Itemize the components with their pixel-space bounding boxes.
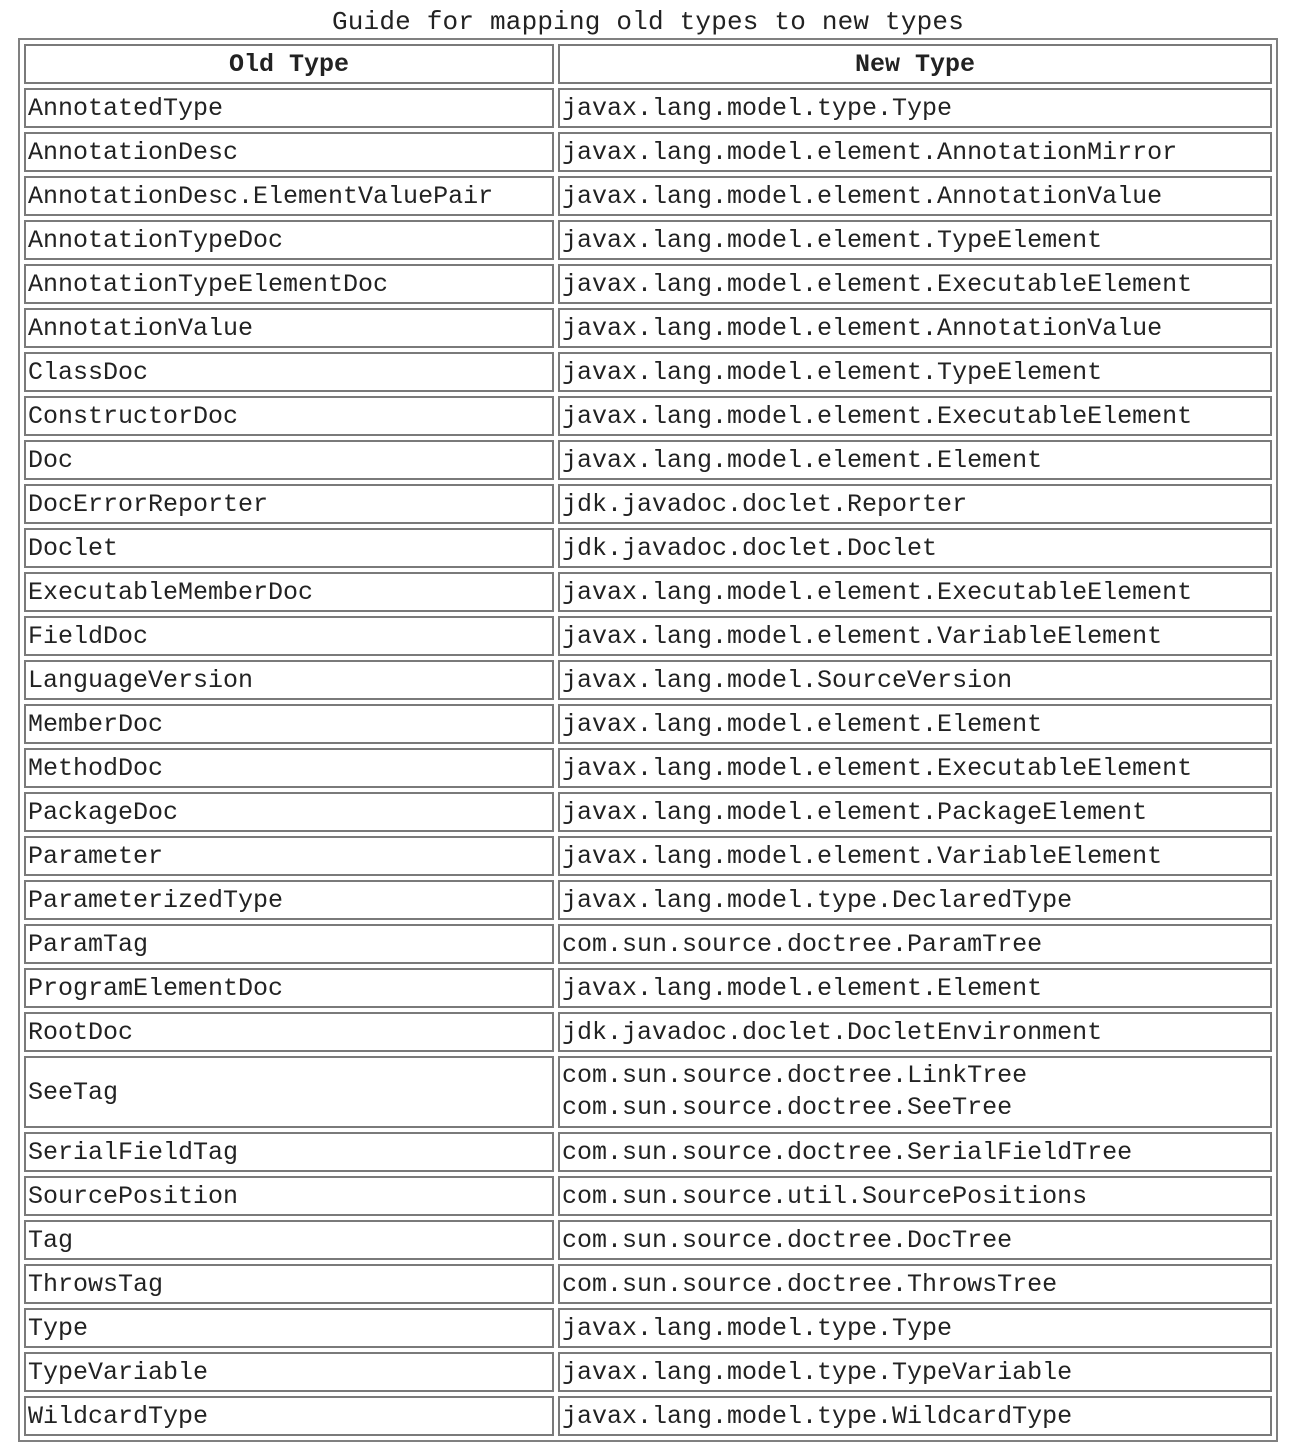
table-row (24, 748, 1272, 788)
new-type-cell (558, 484, 1272, 524)
old-type-cell: AnnotationTypeDoc (24, 220, 554, 260)
new-type-cell (558, 1264, 1272, 1304)
old-type-cell: ParamTag (24, 924, 554, 964)
new-type-value: javax.lang.model.type.Type (562, 93, 953, 123)
new-type-cell (558, 1220, 1272, 1260)
new-type-cell (558, 132, 1272, 172)
table-row (24, 924, 1272, 964)
old-type-cell: SourcePosition (24, 1176, 554, 1216)
table-row (24, 1056, 1272, 1128)
table-row (24, 1176, 1272, 1216)
new-type-value: com.sun.source.doctree.DocTree (562, 1225, 1013, 1255)
new-type-value: javax.lang.model.element.ExecutableElement (562, 753, 1193, 783)
old-type-cell: FieldDoc (24, 616, 554, 656)
table-row (24, 792, 1272, 832)
new-type-value: javax.lang.model.type.TypeVariable (562, 1357, 1073, 1387)
old-type-cell: Tag (24, 1220, 554, 1260)
table-row (24, 1132, 1272, 1172)
table-row (24, 704, 1272, 744)
new-type-value: javax.lang.model.element.TypeElement (562, 225, 1103, 255)
new-type-value: javax.lang.model.element.ExecutableElement (562, 269, 1193, 299)
new-type-value: javax.lang.model.element.VariableElement (562, 841, 1163, 871)
old-type-cell: AnnotatedType (24, 88, 554, 128)
old-type-cell: ThrowsTag (24, 1264, 554, 1304)
new-type-cell (558, 1132, 1272, 1172)
table-row (24, 352, 1272, 392)
old-type-cell: Type (24, 1308, 554, 1348)
table-row (24, 440, 1272, 480)
new-type-value: com.sun.source.doctree.ThrowsTree (562, 1269, 1058, 1299)
new-type-cell (558, 880, 1272, 920)
new-type-cell (558, 968, 1272, 1008)
old-type-cell: WildcardType (24, 1396, 554, 1436)
table-row (24, 264, 1272, 304)
table-row (24, 836, 1272, 876)
new-type-cell (558, 1396, 1272, 1436)
new-type-value: jdk.javadoc.doclet.DocletEnvironment (562, 1017, 1103, 1047)
new-type-cell (558, 220, 1272, 260)
old-type-cell: LanguageVersion (24, 660, 554, 700)
new-type-cell (558, 528, 1272, 568)
old-type-cell: RootDoc (24, 1012, 554, 1052)
old-type-cell: MethodDoc (24, 748, 554, 788)
new-type-cell (558, 396, 1272, 436)
new-type-cell (558, 1308, 1272, 1348)
new-type-value: com.sun.source.doctree.LinkTree (562, 1061, 1028, 1090)
new-type-cell (558, 264, 1272, 304)
old-type-cell: SerialFieldTag (24, 1132, 554, 1172)
new-type-value: javax.lang.model.element.TypeElement (562, 357, 1103, 387)
new-type-value: jdk.javadoc.doclet.Doclet (562, 533, 938, 563)
new-type-cell (558, 924, 1272, 964)
old-type-cell: ExecutableMemberDoc (24, 572, 554, 612)
table-row (24, 484, 1272, 524)
new-type-value: javax.lang.model.type.WildcardType (562, 1401, 1073, 1431)
table-row (24, 1220, 1272, 1260)
new-type-cell (558, 352, 1272, 392)
table-row (24, 176, 1272, 216)
new-type-value: javax.lang.model.element.Element (562, 709, 1043, 739)
table-row (24, 1308, 1272, 1348)
old-type-cell: PackageDoc (24, 792, 554, 832)
table-row (24, 1352, 1272, 1392)
old-type-cell: MemberDoc (24, 704, 554, 744)
new-type-cell (558, 1012, 1272, 1052)
old-type-cell: ParameterizedType (24, 880, 554, 920)
new-type-cell (558, 836, 1272, 876)
table-row (24, 616, 1272, 656)
new-type-value: javax.lang.model.element.ExecutableElement (562, 577, 1193, 607)
new-type-value: javax.lang.model.element.AnnotationValue (562, 181, 1163, 211)
new-type-cell (558, 704, 1272, 744)
new-type-cell (558, 440, 1272, 480)
table-row (24, 132, 1272, 172)
table-row (24, 968, 1272, 1008)
new-type-cell (558, 660, 1272, 700)
new-type-value: com.sun.source.util.SourcePositions (562, 1181, 1088, 1211)
old-type-cell: ProgramElementDoc (24, 968, 554, 1008)
table-row (24, 308, 1272, 348)
table-caption: Guide for mapping old types to new types (331, 7, 965, 37)
table-row (24, 528, 1272, 568)
old-type-cell: AnnotationDesc.ElementValuePair (24, 176, 554, 216)
new-type-cell (558, 1176, 1272, 1216)
old-type-cell: SeeTag (24, 1056, 554, 1128)
new-type-cell (558, 176, 1272, 216)
new-type-value: javax.lang.model.element.AnnotationValue (562, 313, 1163, 343)
mapping-guide (18, 0, 1278, 1442)
old-type-cell: TypeVariable (24, 1352, 554, 1392)
type-mapping-table (18, 38, 1278, 1442)
table-row (24, 396, 1272, 436)
new-type-cell (558, 1056, 1272, 1128)
new-type-value: javax.lang.model.element.VariableElement (562, 621, 1163, 651)
header-row (24, 44, 1272, 84)
new-type-value: com.sun.source.doctree.SerialFieldTree (562, 1137, 1133, 1167)
new-type-cell (558, 572, 1272, 612)
old-type-cell: ClassDoc (24, 352, 554, 392)
new-type-cell (558, 1352, 1272, 1392)
new-type-cell (558, 616, 1272, 656)
table-row (24, 1396, 1272, 1436)
old-type-cell: DocErrorReporter (24, 484, 554, 524)
new-type-value: jdk.javadoc.doclet.Reporter (562, 489, 968, 519)
table-row (24, 660, 1272, 700)
table-row (24, 88, 1272, 128)
new-type-cell (558, 792, 1272, 832)
old-type-cell: AnnotationValue (24, 308, 554, 348)
new-type-value: javax.lang.model.element.Element (562, 973, 1043, 1003)
new-type-value: com.sun.source.doctree.ParamTree (562, 929, 1043, 959)
old-type-cell: Doc (24, 440, 554, 480)
table-row (24, 1264, 1272, 1304)
table-row (24, 572, 1272, 612)
old-type-cell: ConstructorDoc (24, 396, 554, 436)
old-type-cell: Doclet (24, 528, 554, 568)
table-row (24, 220, 1272, 260)
old-type-cell: Parameter (24, 836, 554, 876)
new-type-cell (558, 88, 1272, 128)
table-row (24, 1012, 1272, 1052)
new-type-value: com.sun.source.doctree.SeeTree (562, 1093, 1013, 1122)
old-type-cell: AnnotationTypeElementDoc (24, 264, 554, 304)
new-type-value: javax.lang.model.type.DeclaredType (562, 885, 1073, 915)
new-type-value: javax.lang.model.element.AnnotationMirror (562, 137, 1178, 167)
new-type-cell (558, 308, 1272, 348)
new-type-value: javax.lang.model.type.Type (562, 1313, 953, 1343)
table-row (24, 880, 1272, 920)
new-type-cell (558, 748, 1272, 788)
column-header-old-type: Old Type (24, 44, 554, 84)
new-type-value: javax.lang.model.element.PackageElement (562, 797, 1148, 827)
new-type-value: javax.lang.model.element.ExecutableElement (562, 401, 1193, 431)
new-type-value: javax.lang.model.element.Element (562, 445, 1043, 475)
new-type-value: javax.lang.model.SourceVersion (562, 665, 1013, 695)
column-header-new-type: New Type (558, 44, 1272, 84)
table-body (24, 88, 1272, 1436)
old-type-cell: AnnotationDesc (24, 132, 554, 172)
